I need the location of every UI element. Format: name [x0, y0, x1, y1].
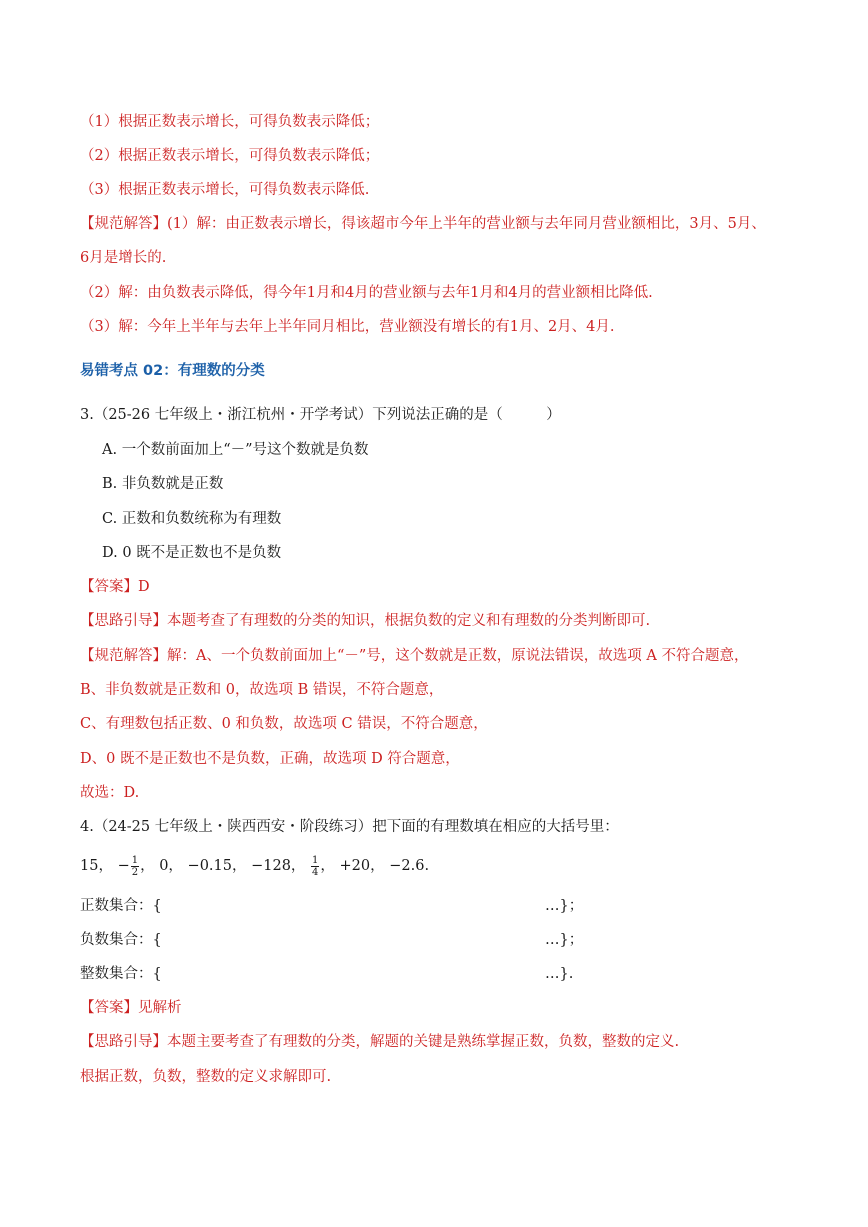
number-zero: 0， [159, 858, 183, 874]
answer-value: 见解析 [138, 1000, 182, 1016]
number-15: 15， [80, 858, 113, 874]
answer-text: (1）解：由正数表示增长，得该超市今年上半年的营业额与去年同月营业额相比，3月、5月、 [167, 216, 766, 232]
answer-tag: 【规范解答】 [80, 216, 167, 232]
q4-number-list [80, 854, 429, 878]
q3-hint [80, 611, 650, 631]
number-neg-0-15: −0.15， [187, 858, 247, 874]
q3-option-d: D. 0 既不是正数也不是负数 [102, 545, 282, 561]
analysis-answer-1 [80, 214, 766, 234]
hint-text: 本题考查了有理数的分类的知识，根据负数的定义和有理数的分类判断即可. [167, 613, 651, 629]
answer-value: D [138, 579, 150, 595]
q3-answer [80, 577, 150, 597]
analysis-line-2: （2）根据正数表示增长，可得负数表示降低； [80, 148, 380, 164]
q4-answer [80, 998, 182, 1018]
analysis-answer-3: （3）解：今年上半年与去年上半年同月相比，营业额没有增长的有1月、2月、4月. [80, 319, 615, 335]
hint-text: 本题主要考查了有理数的分类，解题的关键是熟练掌握正数，负数，整数的定义. [167, 1034, 680, 1050]
q3-option-c: C. 正数和负数统称为有理数 [102, 511, 282, 527]
section-title: 易错考点 02：有理数的分类 [80, 363, 265, 379]
q3-solution-line-4: D、0 既不是正数也不是负数，正确，故选项 D 符合题意， [80, 751, 460, 767]
analysis-answer-1-cont: 6月是增长的. [80, 250, 167, 266]
q3-option-a: A. 一个数前面加上“－”号这个数就是负数 [102, 442, 369, 458]
q3-solution-line-3: C、有理数包括正数、0 和负数，故选项 C 错误，不符合题意， [80, 716, 488, 732]
number-neg-half: − $\frac{1}{2}$ ， [117, 854, 155, 878]
q4-stem: 4.（24-25 七年级上・陕西西安・阶段练习）把下面的有理数填在相应的大括号里： [80, 819, 619, 835]
q4-positive-set-label: 正数集合：{ [80, 898, 162, 914]
solution-tag: 【规范解答】 [80, 648, 167, 664]
q4-integer-set-end: …}. [545, 966, 574, 982]
analysis-line-3: （3）根据正数表示增长，可得负数表示降低. [80, 182, 370, 198]
q3-solution-line-2: B、非负数就是正数和 0，故选项 B 错误，不符合题意， [80, 682, 444, 698]
answer-tag: 【答案】 [80, 1000, 138, 1016]
q3-option-b: B. 非负数就是正数 [102, 476, 224, 492]
q4-negative-set-end: …}； [545, 932, 584, 948]
hint-tag: 【思路引导】 [80, 1034, 167, 1050]
q4-integer-set-label: 整数集合：{ [80, 966, 162, 982]
number-neg-128: −128， [251, 858, 306, 874]
q4-hint-line-2: 根据正数，负数，整数的定义求解即可. [80, 1069, 332, 1085]
solution-line-1: 解：A、一个负数前面加上“－”号，这个数就是正数，原说法错误，故选项 A 不符合题意， [167, 648, 749, 664]
q4-hint [80, 1032, 679, 1052]
number-plus-20: +20， [339, 858, 385, 874]
q3-solution-line-5: 故选：D. [80, 785, 140, 801]
hint-tag: 【思路引导】 [80, 613, 167, 629]
q4-negative-set-label: 负数集合：{ [80, 932, 162, 948]
analysis-answer-2: （2）解：由负数表示降低，得今年1月和4月的营业额与去年1月和4月的营业额相比降低. [80, 285, 653, 301]
answer-tag: 【答案】 [80, 579, 138, 595]
q3-stem: 3.（25-26 七年级上・浙江杭州・开学考试）下列说法正确的是（ ） [80, 407, 561, 423]
number-quarter: $\frac{1}{4}$ ， [312, 854, 335, 878]
q3-solution [80, 646, 748, 666]
q4-positive-set-end: …}； [545, 898, 584, 914]
number-neg-2-6: −2.6. [389, 858, 430, 874]
analysis-line-1: （1）根据正数表示增长，可得负数表示降低； [80, 114, 380, 130]
